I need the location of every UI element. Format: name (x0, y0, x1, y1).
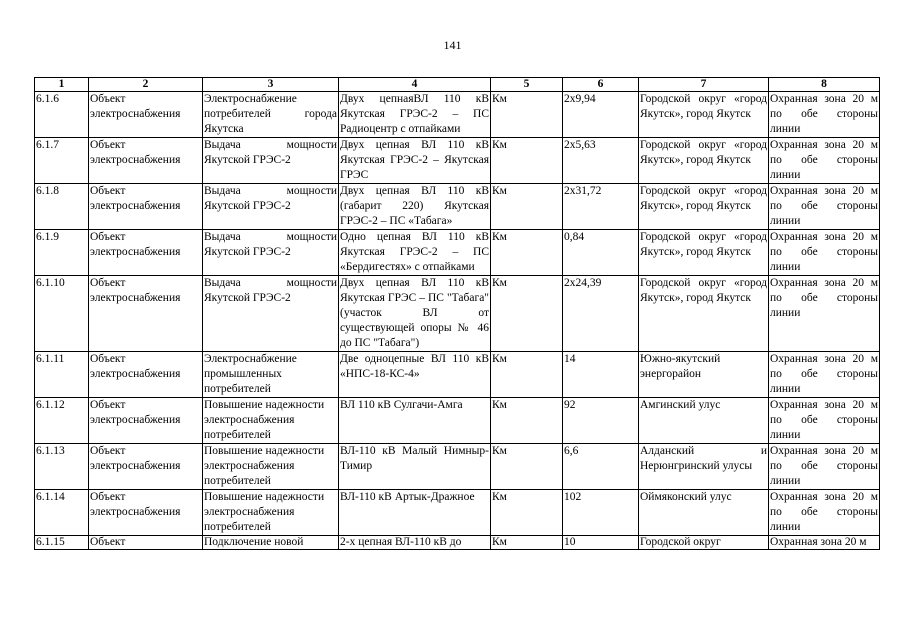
object-type: Объект электроснабжения (89, 184, 203, 230)
quantity: 6,6 (563, 444, 639, 490)
protection-zone: Охранная зона 20 м (769, 536, 880, 550)
unit: Км (491, 230, 563, 276)
quantity: 10 (563, 536, 639, 550)
page-number: 141 (443, 38, 462, 52)
purpose: Повышение надежности электроснабжения потребителей (203, 490, 339, 536)
unit: Км (491, 92, 563, 138)
purpose: Выдача мощности Якутской ГРЭС-2 (203, 184, 339, 230)
object-type: Объект электроснабжения (89, 352, 203, 398)
unit: Км (491, 352, 563, 398)
item-number: 6.1.9 (35, 230, 89, 276)
protection-zone: Охранная зона 20 м по обе стороны линии (769, 444, 880, 490)
column-header: 2 (89, 78, 203, 92)
object-description: Двух цепная ВЛ 110 кВ Якутская ГРЭС-2 – Якутская ГРЭС (339, 138, 491, 184)
item-number: 6.1.14 (35, 490, 89, 536)
item-number: 6.1.7 (35, 138, 89, 184)
table-row (35, 184, 880, 230)
table-row (35, 276, 880, 352)
object-description: Одно цепная ВЛ 110 кВ Якутская ГРЭС-2 – ПС «Бердигестях» с отпайками (339, 230, 491, 276)
protection-zone: Охранная зона 20 м по обе стороны линии (769, 276, 880, 352)
item-number: 6.1.10 (35, 276, 89, 352)
protection-zone: Охранная зона 20 м по обе стороны линии (769, 230, 880, 276)
quantity: 92 (563, 398, 639, 444)
table-row (35, 138, 880, 184)
item-number: 6.1.15 (35, 536, 89, 550)
quantity: 2х9,94 (563, 92, 639, 138)
purpose: Электроснабжение потребителей города Якутска (203, 92, 339, 138)
object-type: Объект электроснабжения (89, 92, 203, 138)
unit: Км (491, 444, 563, 490)
purpose: Электроснабжение промышленных потребителей (203, 352, 339, 398)
object-description: Двух цепнаяВЛ 110 кВ Якутская ГРЭС-2 – ПС Радиоцентр с отпайками (339, 92, 491, 138)
protection-zone: Охранная зона 20 м по обе стороны линии (769, 352, 880, 398)
unit: Км (491, 184, 563, 230)
purpose: Подключение новой (203, 536, 339, 550)
table-row (35, 352, 880, 398)
protection-zone: Охранная зона 20 м по обе стороны линии (769, 398, 880, 444)
object-type: Объект электроснабжения (89, 490, 203, 536)
protection-zone: Охранная зона 20 м по обе стороны линии (769, 92, 880, 138)
column-header: 8 (769, 78, 880, 92)
unit: Км (491, 138, 563, 184)
unit: Км (491, 398, 563, 444)
protection-zone: Охранная зона 20 м по обе стороны линии (769, 138, 880, 184)
location: Оймяконский улус (639, 490, 769, 536)
protection-zone: Охранная зона 20 м по обе стороны линии (769, 490, 880, 536)
unit: Км (491, 490, 563, 536)
column-header: 1 (35, 78, 89, 92)
object-description: Две одноцепные ВЛ 110 кВ «НПС-18-КС-4» (339, 352, 491, 398)
table-row (35, 490, 880, 536)
location: Амгинский улус (639, 398, 769, 444)
location: Алданский и Нерюнгринский улусы (639, 444, 769, 490)
item-number: 6.1.11 (35, 352, 89, 398)
location: Городской округ «город Якутск», город Якутск (639, 184, 769, 230)
column-header: 4 (339, 78, 491, 92)
item-number: 6.1.13 (35, 444, 89, 490)
object-type: Объект электроснабжения (89, 230, 203, 276)
location: Городской округ «город Якутск», город Якутск (639, 276, 769, 352)
table-row (35, 230, 880, 276)
location: Южно-якутский энергорайон (639, 352, 769, 398)
quantity: 102 (563, 490, 639, 536)
object-description: Двух цепная ВЛ 110 кВ (габарит 220) Якутская ГРЭС-2 – ПС «Табага» (339, 184, 491, 230)
unit: Км (491, 276, 563, 352)
purpose: Повышение надежности электроснабжения потребителей (203, 444, 339, 490)
location: Городской округ «город Якутск», город Якутск (639, 92, 769, 138)
object-description: 2-х цепная ВЛ-110 кВ до (339, 536, 491, 550)
data-table (34, 77, 880, 550)
object-description: Двух цепная ВЛ 110 кВ Якутская ГРЭС – ПС "Табага" (участок ВЛ от существующей опоры № 46 до ПС "Табага") (339, 276, 491, 352)
location: Городской округ (639, 536, 769, 550)
unit: Км (491, 536, 563, 550)
column-header: 6 (563, 78, 639, 92)
table-row (35, 536, 880, 550)
purpose: Выдача мощности Якутской ГРЭС-2 (203, 138, 339, 184)
quantity: 2х24,39 (563, 276, 639, 352)
item-number: 6.1.8 (35, 184, 89, 230)
table-header-row (35, 78, 880, 92)
location: Городской округ «город Якутск», город Якутск (639, 230, 769, 276)
column-header: 3 (203, 78, 339, 92)
object-description: ВЛ-110 кВ Артык-Дражное (339, 490, 491, 536)
quantity: 0,84 (563, 230, 639, 276)
purpose: Выдача мощности Якутской ГРЭС-2 (203, 276, 339, 352)
object-type: Объект электроснабжения (89, 444, 203, 490)
object-description: ВЛ 110 кВ Сулгачи-Амга (339, 398, 491, 444)
table-row (35, 444, 880, 490)
table-row (35, 92, 880, 138)
object-type: Объект (89, 536, 203, 550)
object-type: Объект электроснабжения (89, 276, 203, 352)
item-number: 6.1.12 (35, 398, 89, 444)
protection-zone: Охранная зона 20 м по обе стороны линии (769, 184, 880, 230)
object-type: Объект электроснабжения (89, 398, 203, 444)
item-number: 6.1.6 (35, 92, 89, 138)
table-row (35, 398, 880, 444)
purpose: Выдача мощности Якутской ГРЭС-2 (203, 230, 339, 276)
quantity: 2х31,72 (563, 184, 639, 230)
object-type: Объект электроснабжения (89, 138, 203, 184)
location: Городской округ «город Якутск», город Якутск (639, 138, 769, 184)
quantity: 2х5,63 (563, 138, 639, 184)
column-header: 7 (639, 78, 769, 92)
column-header: 5 (491, 78, 563, 92)
object-description: ВЛ-110 кВ Малый Нимныр-Тимир (339, 444, 491, 490)
purpose: Повышение надежности электроснабжения потребителей (203, 398, 339, 444)
quantity: 14 (563, 352, 639, 398)
